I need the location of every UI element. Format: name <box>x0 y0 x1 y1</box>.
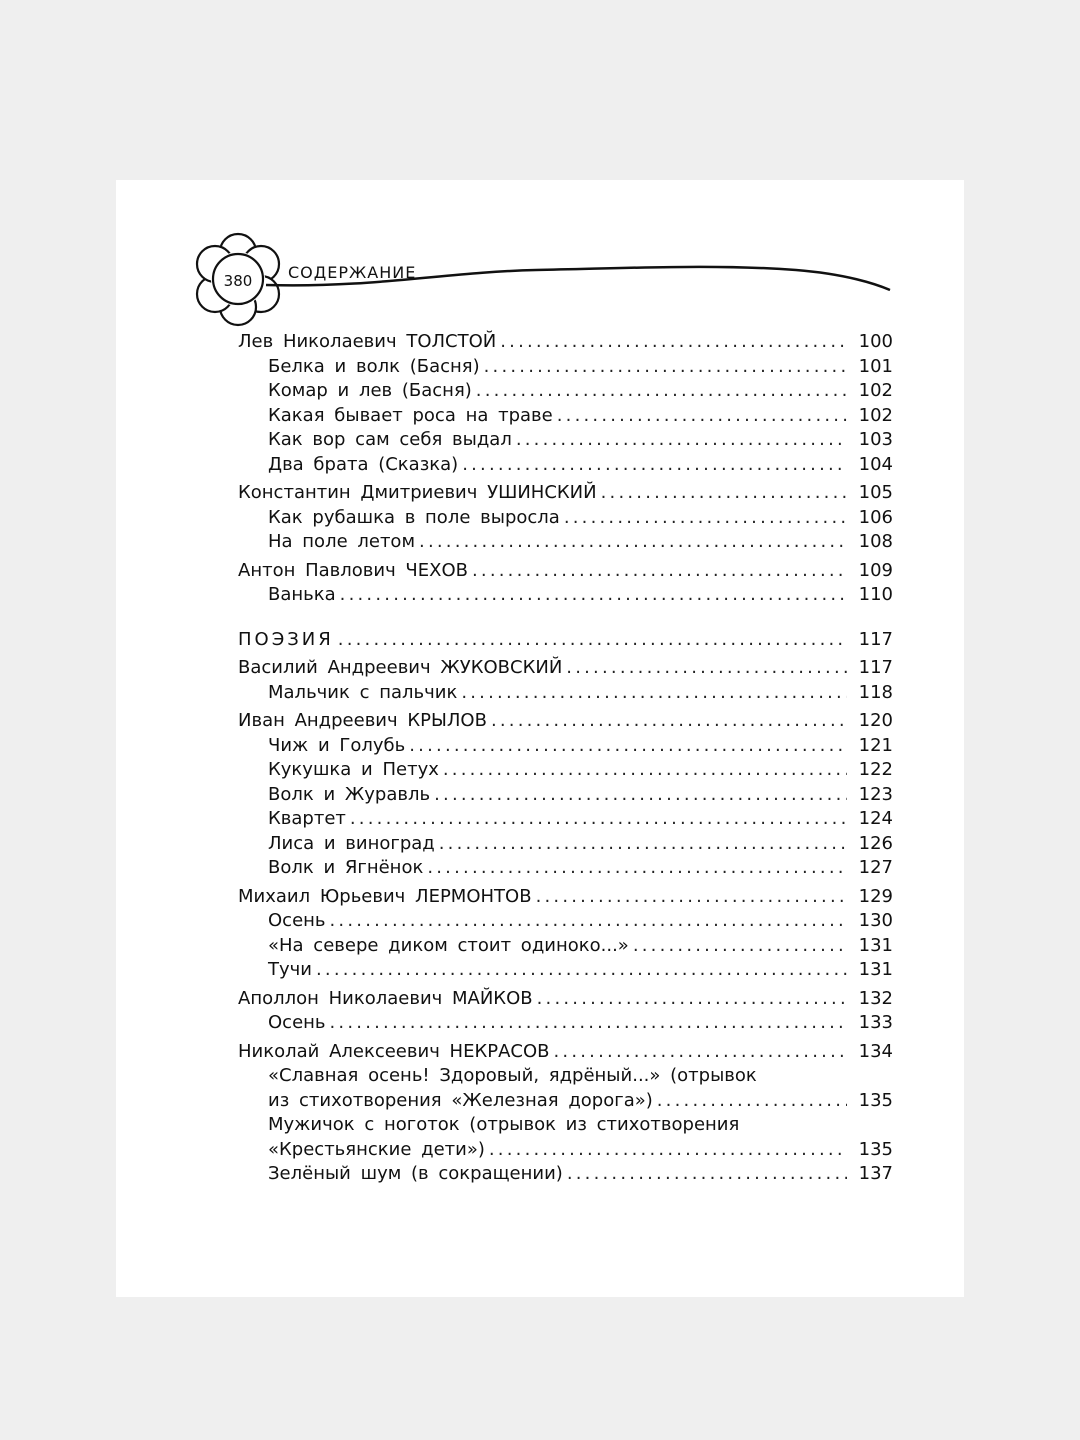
toc-title: Лиса и виноград <box>268 832 435 854</box>
dot-leader <box>491 709 847 734</box>
toc-page-number: 117 <box>858 628 893 650</box>
toc-page-number: 124 <box>858 808 893 829</box>
toc-page-number: 126 <box>858 832 893 854</box>
toc-title: Волк и Ягнёнок <box>268 857 424 878</box>
toc-page-number: 110 <box>858 584 893 605</box>
page-number: 380 <box>223 272 253 290</box>
toc-page-number: 104 <box>858 453 893 475</box>
toc-title: Какая бывает роса на траве <box>268 404 553 426</box>
toc-item-row <box>238 506 893 531</box>
toc-title: Осень <box>268 910 326 931</box>
dot-leader <box>601 481 847 506</box>
toc-page-number: 102 <box>858 404 893 426</box>
page-header <box>116 180 964 330</box>
toc-page-number: 130 <box>858 910 893 931</box>
toc-title: ПОЭЗИЯ <box>238 628 334 650</box>
toc-page-number: 123 <box>858 783 893 805</box>
dot-leader <box>409 734 847 759</box>
toc-page-number: 103 <box>858 429 893 450</box>
toc-item-row <box>238 734 893 759</box>
dot-leader <box>484 355 847 380</box>
toc-title: Николай Алексеевич НЕКРАСОВ <box>238 1040 550 1062</box>
dot-leader <box>462 453 847 478</box>
dot-leader <box>567 1162 847 1187</box>
toc-item-row <box>238 1162 893 1187</box>
toc-item-row <box>238 1138 893 1163</box>
dot-leader <box>330 909 847 934</box>
toc-title: Аполлон Николаевич МАЙКОВ <box>238 987 533 1009</box>
toc-title: Ванька <box>268 584 336 605</box>
toc-item-row <box>238 1089 893 1114</box>
toc-title: «Славная осень! Здоровый, ядрёный...» (отрывок <box>268 1065 757 1086</box>
flower-badge-icon <box>116 180 964 330</box>
dot-leader <box>536 885 847 910</box>
dot-leader <box>537 987 847 1012</box>
toc-item-row <box>238 530 893 555</box>
toc-author-row <box>238 709 893 734</box>
dot-leader <box>489 1138 847 1163</box>
toc-page-number: 108 <box>858 531 893 552</box>
toc-author-row <box>238 1040 893 1065</box>
dot-leader <box>434 783 847 808</box>
toc-item-row <box>238 909 893 934</box>
toc-page-number: 135 <box>858 1089 893 1111</box>
toc-title: «Крестьянские дети») <box>268 1138 485 1160</box>
toc-title: Зелёный шум (в сокращении) <box>268 1163 563 1184</box>
toc-title: Квартет <box>268 808 346 829</box>
toc-item-row <box>238 832 893 857</box>
toc-item-row <box>238 783 893 808</box>
toc-item-row <box>238 807 893 832</box>
dot-leader <box>500 330 847 355</box>
toc-author-row <box>238 987 893 1012</box>
toc-title: Константин Дмитриевич УШИНСКИЙ <box>238 482 597 503</box>
dot-leader <box>419 530 847 555</box>
toc-page-number: 105 <box>858 482 893 503</box>
toc-page-number: 109 <box>858 559 893 581</box>
toc-title: Белка и волк (Басня) <box>268 355 480 377</box>
toc-item-row <box>238 379 893 404</box>
dot-leader <box>516 428 847 453</box>
toc-title: Иван Андреевич КРЫЛОВ <box>238 710 487 731</box>
toc-page-number: 102 <box>858 380 893 401</box>
book-page <box>116 180 964 1297</box>
toc-page-number: 100 <box>858 331 893 352</box>
toc-title: из стихотворения «Железная дорога») <box>268 1089 653 1111</box>
toc-title: Осень <box>268 1012 326 1033</box>
toc-page-number: 118 <box>858 681 893 703</box>
toc-item-row <box>238 583 893 608</box>
toc-title: Антон Павлович ЧЕХОВ <box>238 559 468 581</box>
toc-title: Как вор сам себя выдал <box>268 429 512 450</box>
toc-item-row <box>238 1011 893 1036</box>
toc-author-row <box>238 559 893 584</box>
toc-item-row <box>238 1064 893 1089</box>
toc-item-row <box>238 1113 893 1138</box>
dot-leader <box>338 628 847 653</box>
toc-page-number: 106 <box>858 506 893 528</box>
dot-leader <box>476 379 847 404</box>
toc-title: Василий Андреевич ЖУКОВСКИЙ <box>238 657 563 678</box>
toc-page-number: 121 <box>858 734 893 756</box>
dot-leader <box>554 1040 848 1065</box>
dot-leader <box>427 856 847 881</box>
toc-item-row <box>238 856 893 881</box>
toc-item-row <box>238 958 893 983</box>
toc-title: На поле летом <box>268 531 416 552</box>
toc-page-number: 131 <box>858 959 893 980</box>
toc-page-number: 129 <box>858 885 893 907</box>
dot-leader <box>461 681 847 706</box>
toc-page-number: 134 <box>858 1040 893 1062</box>
dot-leader <box>316 958 847 983</box>
dot-leader <box>350 807 847 832</box>
toc-item-row <box>238 404 893 429</box>
toc-page-number: 122 <box>858 759 893 780</box>
toc-page-number: 120 <box>858 710 893 731</box>
section-title: СОДЕРЖАНИЕ <box>288 263 417 282</box>
toc-item-row <box>238 681 893 706</box>
toc-page-number: 133 <box>858 1012 893 1033</box>
toc-title: Кукушка и Петух <box>268 759 439 780</box>
toc-page-number: 135 <box>858 1138 893 1160</box>
toc-title: «На севере диком стоит одиноко...» <box>268 934 629 956</box>
toc-title: Мальчик с пальчик <box>268 681 458 703</box>
toc-item-row <box>238 934 893 959</box>
dot-leader <box>340 583 847 608</box>
toc-title: Мужичок с ноготок (отрывок из стихотворения <box>268 1114 740 1135</box>
toc-page-number: 132 <box>858 987 893 1009</box>
dot-leader <box>633 934 847 959</box>
toc-title: Чиж и Голубь <box>268 734 406 756</box>
toc-title: Два брата (Сказка) <box>268 453 459 475</box>
toc-title: Тучи <box>268 959 312 980</box>
toc-title: Комар и лев (Басня) <box>268 380 472 401</box>
toc-author-row <box>238 656 893 681</box>
dot-leader <box>564 506 847 531</box>
toc-page-number: 131 <box>858 934 893 956</box>
dot-leader <box>557 404 847 429</box>
toc-author-row <box>238 481 893 506</box>
toc-item-row <box>238 453 893 478</box>
toc-page-number: 137 <box>858 1163 893 1184</box>
toc-title: Волк и Журавль <box>268 783 431 805</box>
toc-item-row <box>238 428 893 453</box>
toc-title: Как рубашка в поле выросла <box>268 506 560 528</box>
table-of-contents <box>238 330 893 1187</box>
toc-author-row <box>238 885 893 910</box>
toc-item-row <box>238 758 893 783</box>
toc-section-heading <box>238 628 893 653</box>
dot-leader <box>439 832 847 857</box>
dot-leader <box>330 1011 847 1036</box>
dot-leader <box>657 1089 847 1114</box>
dot-leader <box>472 559 847 584</box>
toc-item-row <box>238 355 893 380</box>
toc-title: Лев Николаевич ТОЛСТОЙ <box>238 331 497 352</box>
toc-page-number: 101 <box>858 355 893 377</box>
dot-leader <box>566 656 847 681</box>
toc-author-row <box>238 330 893 355</box>
dot-leader <box>443 758 847 783</box>
toc-title: Михаил Юрьевич ЛЕРМОНТОВ <box>238 885 532 907</box>
toc-page-number: 117 <box>858 657 893 678</box>
toc-page-number: 127 <box>858 857 893 878</box>
